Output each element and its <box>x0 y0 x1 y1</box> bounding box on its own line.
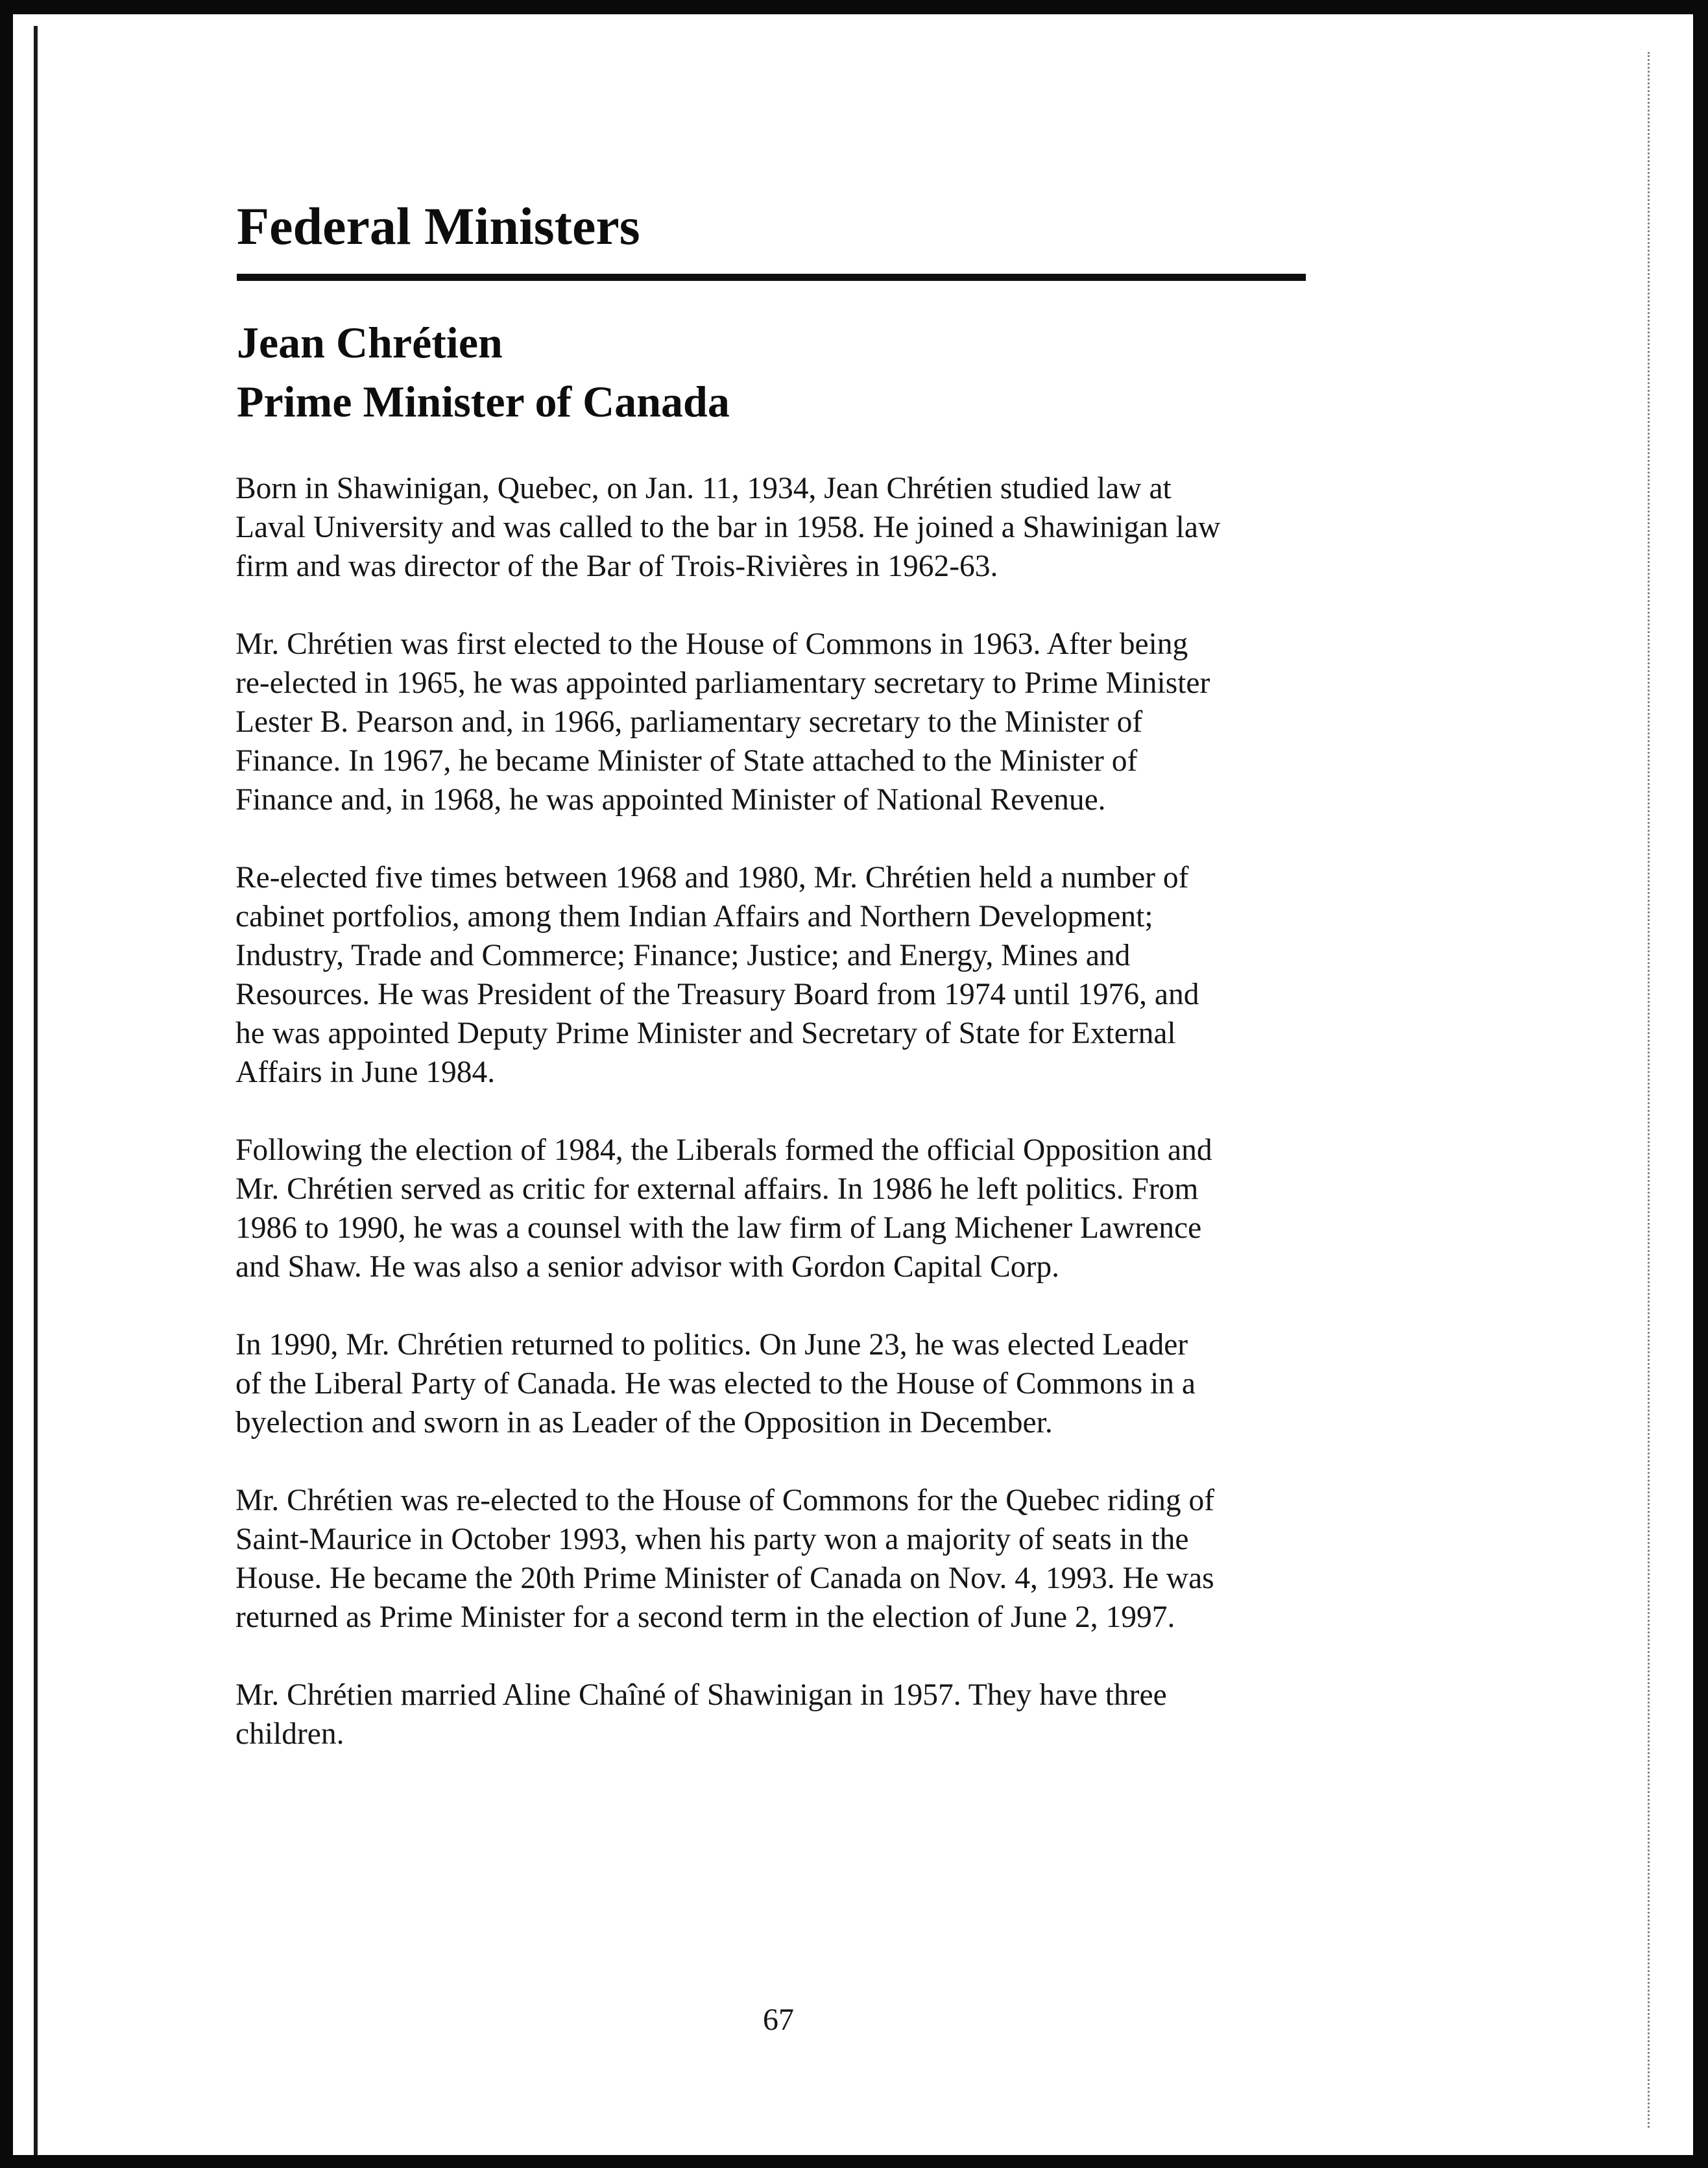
paragraph <box>235 625 1338 819</box>
text-line: Saint-Maurice in October 1993, when his party won a majority of seats in the <box>235 1523 1189 1556</box>
paragraph <box>235 1676 1338 1753</box>
scan-binding-line <box>34 26 38 2157</box>
text-line: firm and was director of the Bar of Trois-Rivières in 1962-63. <box>235 549 998 583</box>
text-line: Mr. Chrétien married Aline Chaîné of Shawinigan in 1957. They have three <box>235 1678 1167 1712</box>
text-line: he was appointed Deputy Prime Minister and Secretary of State for External <box>235 1017 1176 1050</box>
scan-left-mark <box>0 1064 5 1142</box>
paragraph <box>235 858 1338 1092</box>
text-line: cabinet portfolios, among them Indian Affairs and Northern Development; <box>235 900 1153 933</box>
heading-rule <box>237 274 1306 281</box>
text-line: Mr. Chrétien was first elected to the House of Commons in 1963. After being <box>235 627 1188 661</box>
text-line: byelection and sworn in as Leader of the Opposition in December. <box>235 1406 1053 1439</box>
text-line: Mr. Chrétien served as critic for external affairs. In 1986 he left politics. From <box>235 1172 1199 1206</box>
text-line: children. <box>235 1717 344 1751</box>
text-line: Re-elected five times between 1968 and 1980, Mr. Chrétien held a number of <box>235 861 1189 895</box>
text-line: Laval University and was called to the bar in 1958. He joined a Shawinigan law <box>235 511 1221 544</box>
scan-border-right <box>1693 0 1708 2168</box>
text-line: Mr. Chrétien was re-elected to the House of Commons for the Quebec riding of <box>235 1484 1215 1517</box>
text-line: re-elected in 1965, he was appointed parliamentary secretary to Prime Minister <box>235 666 1210 700</box>
scan-left-mark <box>0 1194 5 1233</box>
text-line: Industry, Trade and Commerce; Finance; Justice; and Energy, Mines and <box>235 939 1131 972</box>
text-line: Finance and, in 1968, he was appointed Minister of National Revenue. <box>235 783 1106 817</box>
scan-border-bottom <box>0 2155 1708 2168</box>
text-line: Finance. In 1967, he became Minister of State attached to the Minister of <box>235 744 1138 778</box>
page-number: 67 <box>763 2003 794 2037</box>
text-line: Born in Shawinigan, Quebec, on Jan. 11, 1934, Jean Chrétien studied law at <box>235 472 1172 505</box>
paragraph <box>235 469 1338 586</box>
section-heading: Federal Ministers <box>237 197 640 256</box>
person-name: Jean Chrétien <box>237 318 503 367</box>
text-line: of the Liberal Party of Canada. He was elected to the House of Commons in a <box>235 1367 1196 1401</box>
text-line: Lester B. Pearson and, in 1966, parliamentary secretary to the Minister of <box>235 705 1143 739</box>
text-line: Affairs in June 1984. <box>235 1055 496 1089</box>
scan-edge-speckle <box>1648 52 1652 2128</box>
text-line: Following the election of 1984, the Liberals formed the official Opposition and <box>235 1133 1212 1167</box>
text-line: and Shaw. He was also a senior advisor with Gordon Capital Corp. <box>235 1250 1059 1284</box>
scan-border-top <box>0 0 1708 14</box>
text-line: In 1990, Mr. Chrétien returned to politics. On June 23, he was elected Leader <box>235 1328 1188 1362</box>
person-title: Prime Minister of Canada <box>237 377 730 426</box>
text-line: Resources. He was President of the Treasury Board from 1974 until 1976, and <box>235 978 1199 1011</box>
text-line: House. He became the 20th Prime Minister of Canada on Nov. 4, 1993. He was <box>235 1561 1214 1595</box>
paragraph <box>235 1481 1338 1637</box>
text-line: 1986 to 1990, he was a counsel with the law firm of Lang Michener Lawrence <box>235 1211 1202 1245</box>
biography-text <box>235 469 1338 1792</box>
paragraph <box>235 1131 1338 1286</box>
text-line: returned as Prime Minister for a second term in the election of June 2, 1997. <box>235 1600 1175 1634</box>
paragraph <box>235 1325 1338 1442</box>
